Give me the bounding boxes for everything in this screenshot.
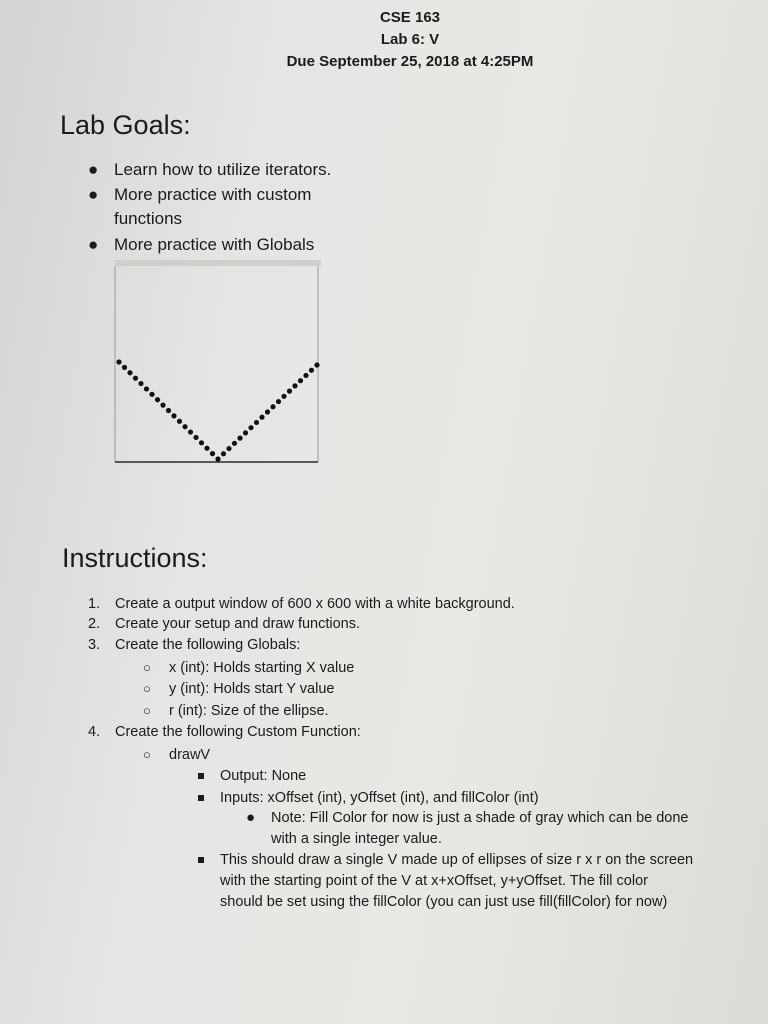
- instructions-heading: Instructions:: [62, 543, 208, 573]
- v-ellipse-dot: [199, 440, 204, 445]
- v-ellipse-dot: [177, 419, 182, 424]
- v-ellipse-dot: [204, 446, 209, 451]
- v-ellipse-dot: [259, 415, 264, 420]
- step-number: 4.: [88, 724, 101, 740]
- step-number: 1.: [88, 596, 101, 612]
- v-ellipse-dot: [210, 451, 215, 456]
- v-ellipse-dot: [254, 420, 259, 425]
- v-ellipse-dot: [155, 397, 160, 402]
- lab-title: Lab 6: V: [380, 31, 440, 48]
- v-ellipse-dot: [127, 370, 132, 375]
- function-inputs: Inputs: xOffset (int), yOffset (int), and fillColor (int): [220, 790, 539, 806]
- v-ellipse-dot: [292, 383, 297, 388]
- description-line-2: with the starting point of the V at x+xOffset, y+yOffset. The fill color: [220, 873, 648, 889]
- circle-bullet-icon: ○: [143, 703, 151, 718]
- v-ellipse-dot: [171, 413, 176, 418]
- v-ellipse-dot: [265, 409, 270, 414]
- description-line-3: should be set using the fillColor (you can just use fill(fillColor) for now): [220, 894, 668, 910]
- goal-item-continuation: functions: [114, 209, 183, 228]
- bullet-icon: ●: [88, 185, 99, 204]
- step-number: 3.: [88, 637, 101, 653]
- v-ellipse-dot: [303, 373, 308, 378]
- v-ellipse-dot: [166, 408, 171, 413]
- document-page: CSE 163 Lab 6: V Due September 25, 2018 at 4:25PM Lab Goals: ● Learn how to utilize iterators. ● More practice with custom functions ● More practice with Globals Instructions: 1. Create a output window of 600 x 600 with a white background. 2. Create your setup and draw functions. 3. Create the following Globals: ○ x (int): Holds starting X value ○ y (int): Holds start Y value ○ r (int): Size of the ellipse. 4. Create the following Custom Function: ○ drawV Output: None Inputs: xOffset (int), yOffset (int), and fillColor (int) ● Note: Fill Color for now is just a shade of gray which can be done with a single integer value. This should draw a single V made up of ellipses of size r x r on the screen with the starting point of the V at x+xOffset, y+yOffset. The fill color should be set using the fillColor (you can just use fill(fillColor) for now): [60, 9, 694, 910]
- v-ellipse-dot: [138, 381, 143, 386]
- v-ellipse-dot: [243, 430, 248, 435]
- circle-bullet-icon: ○: [143, 681, 151, 696]
- bullet-icon: ●: [246, 809, 256, 826]
- v-ellipse-dot: [188, 429, 193, 434]
- v-ellipse-dot: [237, 436, 242, 441]
- course-title: CSE 163: [379, 9, 441, 26]
- circle-bullet-icon: ○: [143, 660, 151, 675]
- global-y: y (int): Holds start Y value: [169, 681, 335, 697]
- v-ellipse-dot: [232, 441, 237, 446]
- step-2: Create your setup and draw functions.: [115, 616, 361, 632]
- step-number: 2.: [88, 616, 101, 632]
- note-line-2: with a single integer value.: [271, 831, 442, 847]
- v-dots-group: [116, 359, 319, 461]
- v-ellipse-dot: [281, 394, 286, 399]
- function-name: drawV: [169, 747, 211, 763]
- step-1: Create a output window of 600 x 600 with a white background.: [115, 596, 515, 612]
- v-ellipse-dot: [122, 365, 127, 370]
- v-ellipse-dot: [221, 451, 226, 456]
- square-bullet-icon: [198, 857, 204, 863]
- v-ellipse-dot: [215, 456, 220, 461]
- description-line-1: This should draw a single V made up of ellipses of size r x r on the screen: [220, 852, 694, 868]
- note-line-1: Note: Fill Color for now is just a shade of gray which can be done: [271, 810, 689, 826]
- v-ellipse-dot: [298, 378, 303, 383]
- bullet-icon: ●: [88, 235, 99, 254]
- bullet-icon: ●: [88, 160, 99, 179]
- v-ellipse-dot: [248, 425, 253, 430]
- square-bullet-icon: [198, 773, 204, 779]
- v-ellipse-dot: [182, 424, 187, 429]
- step-3: Create the following Globals:: [115, 637, 301, 653]
- lab-goals-heading: Lab Goals:: [60, 110, 191, 140]
- window-titlebar: [115, 260, 321, 266]
- v-ellipse-dot: [226, 446, 231, 451]
- v-ellipse-output-figure: [112, 257, 324, 467]
- v-ellipse-dot: [287, 389, 292, 394]
- v-ellipse-dot: [116, 359, 121, 364]
- v-ellipse-dot: [160, 403, 165, 408]
- v-ellipse-dot: [144, 386, 149, 391]
- v-ellipse-dot: [133, 376, 138, 381]
- v-ellipse-dot: [314, 362, 319, 367]
- v-ellipse-dot: [309, 368, 314, 373]
- v-ellipse-dot: [193, 435, 198, 440]
- step-4: Create the following Custom Function:: [115, 724, 361, 740]
- v-ellipse-dot: [276, 399, 281, 404]
- square-bullet-icon: [198, 795, 204, 801]
- global-r: r (int): Size of the ellipse.: [169, 703, 329, 719]
- due-date: Due September 25, 2018 at 4:25PM: [286, 53, 534, 70]
- global-x: x (int): Holds starting X value: [169, 660, 355, 676]
- v-ellipse-dot: [270, 404, 275, 409]
- v-ellipse-dot: [149, 392, 154, 397]
- circle-bullet-icon: ○: [143, 747, 151, 762]
- function-output: Output: None: [220, 768, 307, 784]
